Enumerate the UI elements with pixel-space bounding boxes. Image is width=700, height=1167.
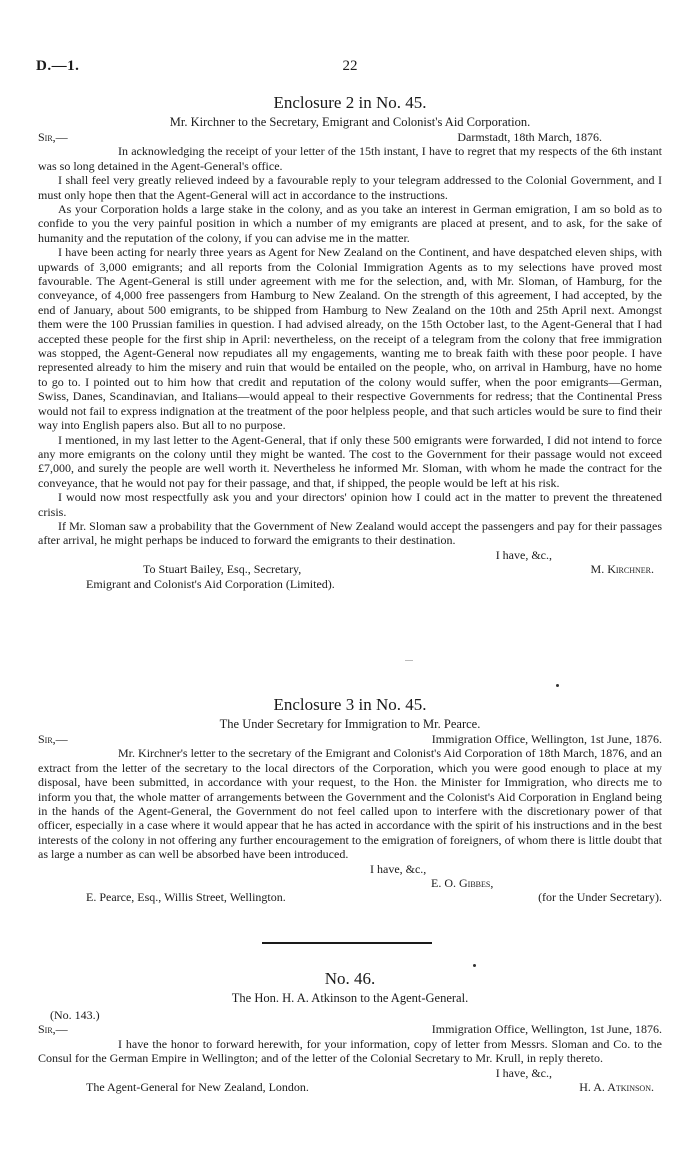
enclosure-2-subtitle: Mr. Kirchner to the Secretary, Emigrant and Colonist's Aid Corporation.	[169, 115, 531, 129]
signature: H. A. Atkinson.	[579, 1079, 654, 1094]
addressee: Emigrant and Colonist's Aid Corporation (Limited).	[86, 576, 335, 591]
paragraph: I have been acting for nearly three years as Agent for New Zealand on the Continent, and have despatched eleven ships, with upwards of 3,000 emigrants; and all reports from the Colonial Immigration Agents as to my selections have proved most favourable. The Agent-General is still under agreement with me for the selection, and, with Mr. Sloman, of Hamburg, for the conveyance, of 4,000 free passengers from Hamburg to New Zealand. On the strength of this agreement, I had accepted, by the end of January, about 500 emigrants, to be shipped from Hamburg to New Zealand on the 10th and 25th April next. Amongst them were the 100 Prussian families in question. I had advised already, on the 15th October last, to the Agent-General that I had accepted these people for the first ship in April: nevertheless, on the receipt of a telegram from the colony that free immigration was stopped, the Agent-General now repudiates all my engagements, wanting me to break faith with these poor people. I have represented already to him the misery and ruin that would be entailed on the people, who, on arrival in Hamburg, have no home to go to. I pointed out to him how that credit and reputation of the colony would suffer, when the poor emigrants—German, Swiss, Danes, Scandinavian, and Italians—would appeal to their respective Governments for redress; that the Continental Press would not fail to express indignation at the treatment of the poor helpless people, and that such articles would be sure to find their way into English papers also. But all to no purpose.	[38, 245, 662, 433]
ink-speck	[473, 964, 476, 967]
ink-speck	[556, 684, 559, 687]
paragraph: I mentioned, in my last letter to the Agent-General, that if only these 500 emigrants were forwarded, I did not intend to force any more emigrants on the colony until they might be wanted. The cost to the Government for their passage would not exceed £7,000, and surely the people are well worth it. Nevertheless he informed Mr. Sloman, with whom he made the contract for the conveyance, that he would not pay for their passage, and that, if shipped, the people would be left at his risk.	[38, 432, 662, 490]
paragraph: Mr. Kirchner's letter to the secretary of the Emigrant and Colonist's Aid Corporation of 18th March, 1876, and an extract from the letter of the secretary to the local directors of the Corporation, which you were good enough to place at my disposal, have been submitted, in accordance with your request, to the Hon. the Minister for Immigration, who directs me to inform you that, the whole matter of arrangements between the Government and the Colonist's Aid Corporation in England being in the hands of the Agent-General, the Government do not feel called upon to interfere with the discretionary power of that officer, especially in a case where it would appear that he has acted in accordance with the spirit of his instructions and in the best interests of the colony in not offering any further encouragement to the emigration of foreigners, of whom there is little doubt that as large a number as can well be absorbed have been introduced.	[38, 746, 662, 862]
signature-row	[38, 562, 662, 576]
closing-row	[38, 862, 662, 876]
addressee: The Agent-General for New Zealand, London.	[86, 1079, 309, 1094]
no-46-title: No. 46.	[324, 969, 376, 988]
addressee: To Stuart Bailey, Esq., Secretary,	[143, 562, 302, 577]
no-46	[38, 968, 662, 1094]
reference-number: (No. 143.)	[50, 1008, 100, 1022]
enclosure-2-title: Enclosure 2 in No. 45.	[273, 93, 427, 112]
salutation: Sir,—	[38, 1022, 68, 1037]
document-code: D.—1.	[36, 58, 80, 74]
enclosure-2-salutation-row	[38, 130, 662, 144]
no-46-salutation-row	[38, 1022, 662, 1036]
signature-row	[38, 1080, 662, 1094]
closing: I have, &c.,	[495, 547, 552, 562]
signature: M. Kirchner.	[590, 562, 654, 577]
salutation: Sir,—	[38, 732, 68, 746]
signature: E. O. Gibbes,	[431, 876, 494, 891]
paragraph: I have the honor to forward herewith, for your information, copy of letter from Messrs. Sloman and Co. to the Consul for the German Empire in Wellington; and of the letter of the Colonial Secretary to Mr. Krull, in reply thereto.	[38, 1036, 662, 1066]
enclosure-3	[38, 694, 662, 905]
place-date: Immigration Office, Wellington, 1st June, 1876.	[431, 1022, 662, 1037]
no-46-subtitle: The Hon. H. A. Atkinson to the Agent-General.	[231, 991, 469, 1005]
page-number: 22	[342, 58, 358, 74]
paragraph: I shall feel very greatly relieved indeed by a favourable reply to your telegram addressed to the Colonial Government, and I must only hope then that the Agent-General will act in accordance to the instructions.	[38, 173, 662, 202]
addressee-row	[38, 577, 662, 591]
divider	[405, 660, 413, 661]
enclosure-2	[38, 92, 662, 591]
paragraph: If Mr. Sloman saw a probability that the Government of New Zealand would accept the passengers and pay for their passages after arrival, he might perhaps be induced to forward the emigrants to their destination.	[38, 518, 662, 548]
paragraph: In acknowledging the receipt of your letter of the 15th instant, I have to regret that my respects of the 6th instant was so long detained in the Agent-General's office.	[38, 144, 662, 173]
reference-row	[38, 1008, 662, 1022]
for-line: (for the Under Secretary).	[538, 890, 662, 905]
enclosure-3-title: Enclosure 3 in No. 45.	[273, 695, 427, 714]
closing-row	[38, 548, 662, 562]
place-date: Immigration Office, Wellington, 1st June, 1876.	[431, 732, 662, 746]
closing-row	[38, 1066, 662, 1080]
page-header	[36, 58, 664, 80]
paragraph: As your Corporation holds a large stake in the colony, and as you take an interest in German emigration, I am so bold as to confide to you the very painful position in which a number of my emigrants are placed at present, and to ask, for the sake of humanity and the reputation of the colony, if you can advise me in the matter.	[38, 202, 662, 245]
enclosure-3-subtitle: The Under Secretary for Immigration to Mr. Pearce.	[219, 717, 481, 731]
paragraph: I would now most respectfully ask you and your directors' opinion how I could act in the matter to prevent the threatened crisis.	[38, 490, 662, 519]
closing: I have, &c.,	[495, 1065, 552, 1080]
addressee-row	[38, 890, 662, 904]
addressee: E. Pearce, Esq., Willis Street, Wellington.	[86, 890, 286, 905]
section-rule	[262, 942, 432, 944]
closing: I have, &c.,	[370, 861, 427, 876]
signature-row	[38, 876, 662, 890]
place-date: Darmstadt, 18th March, 1876.	[457, 130, 602, 144]
enclosure-3-salutation-row	[38, 732, 662, 746]
salutation: Sir,—	[38, 130, 68, 144]
